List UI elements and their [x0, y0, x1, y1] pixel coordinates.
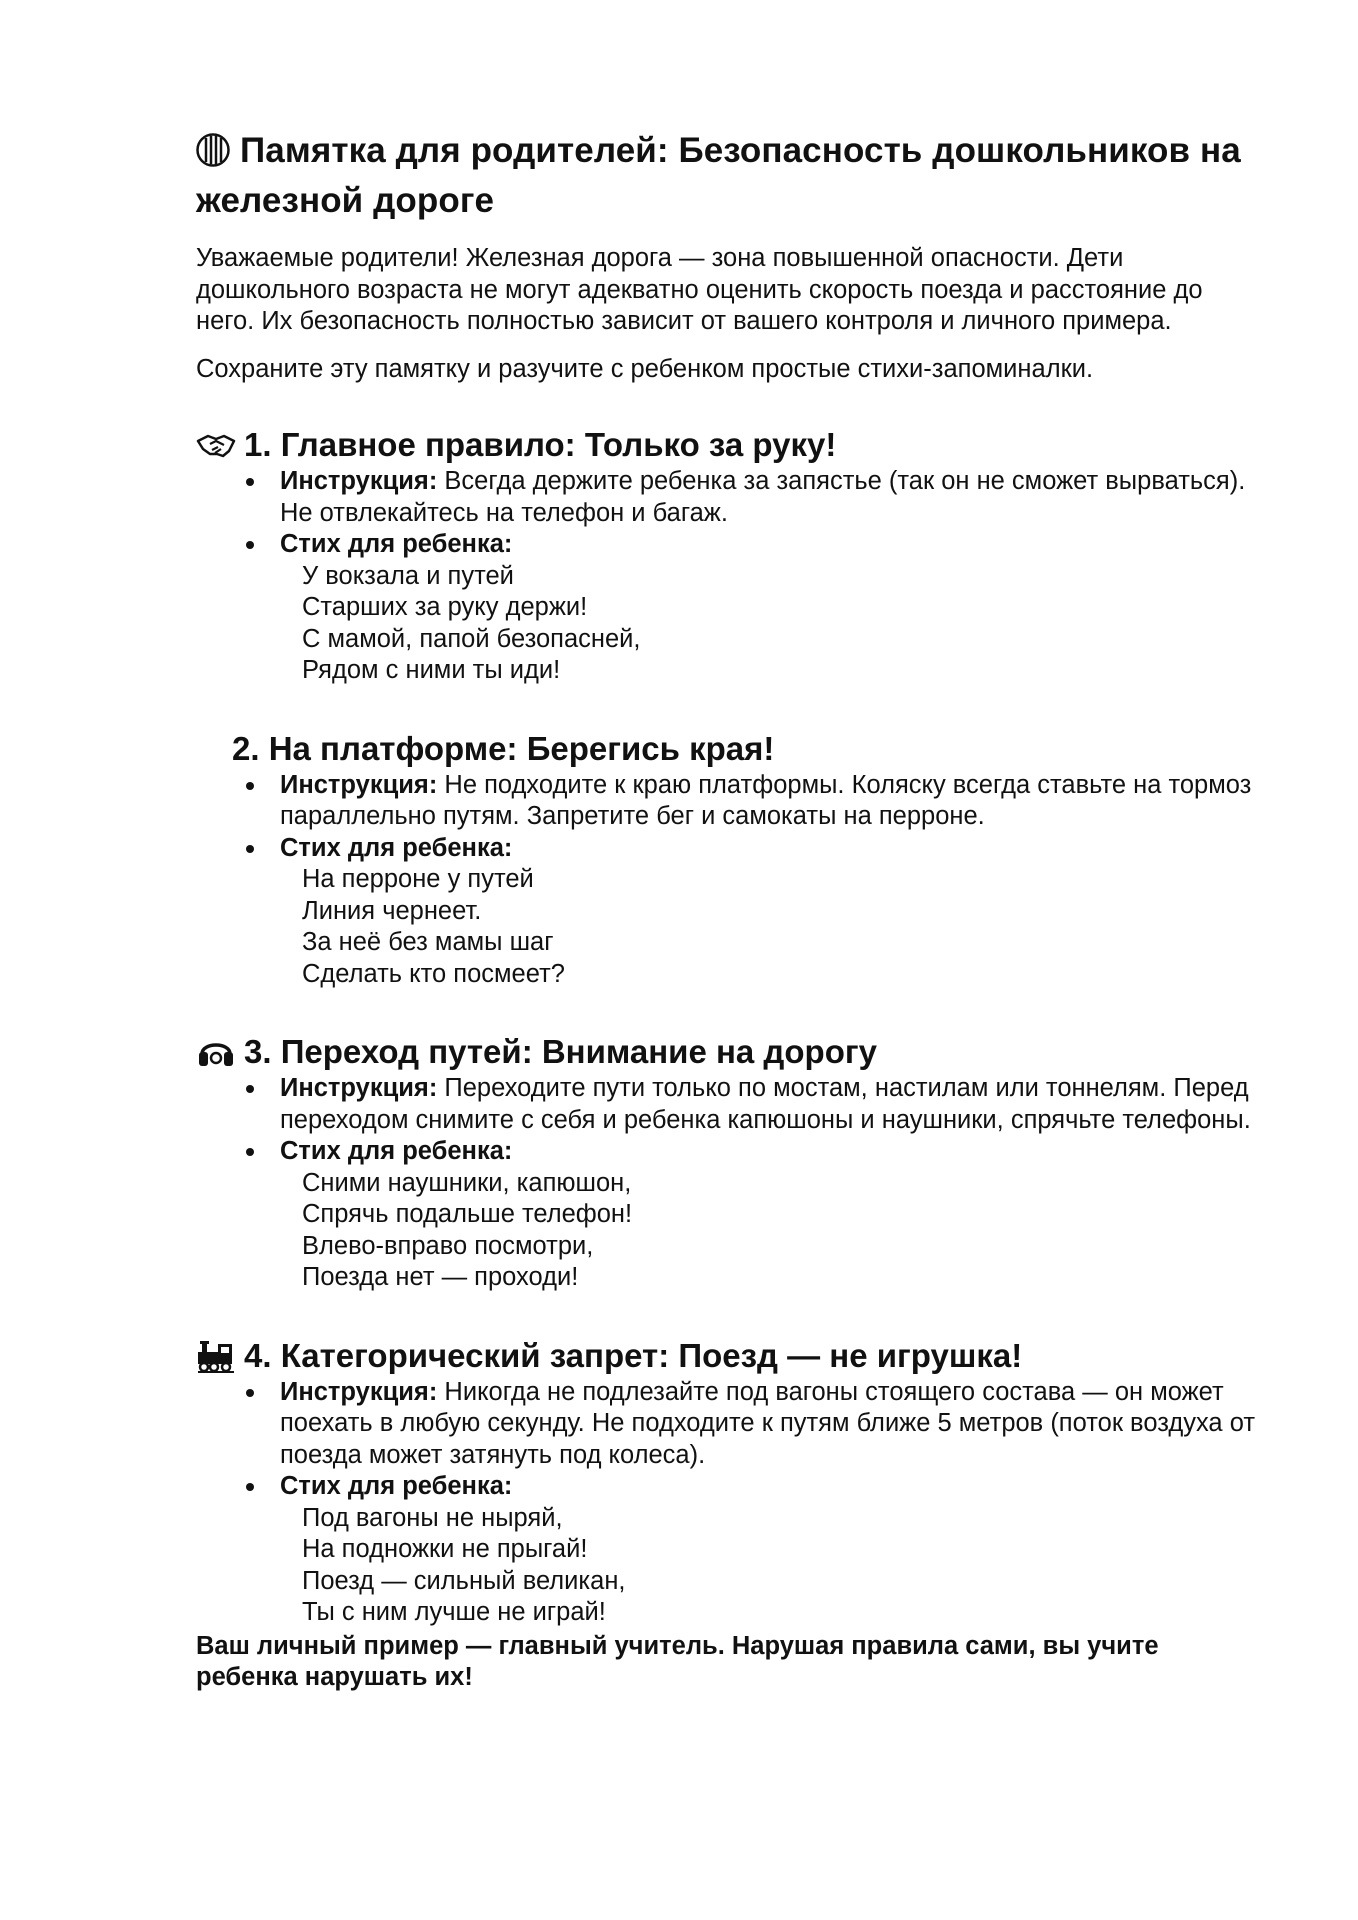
section-4 — [196, 1336, 1266, 1629]
instruction-item — [244, 770, 1266, 833]
section-2-heading — [196, 729, 1266, 769]
bullet — [246, 541, 254, 549]
poem-label: Стих для ребенка: — [280, 1137, 513, 1165]
bullet — [246, 782, 254, 790]
bullet — [246, 1148, 254, 1156]
section-4-heading — [196, 1336, 1266, 1376]
bullet — [246, 478, 254, 486]
poem-item — [244, 529, 1266, 561]
section-1-list — [196, 466, 1266, 561]
locomotive-icon — [196, 1338, 236, 1374]
poem-line: Поезда нет — проходи! — [302, 1263, 579, 1291]
poem-item — [244, 1136, 1266, 1168]
poem-line: Сделать кто посмеет? — [302, 959, 565, 988]
section-1-heading — [196, 425, 1266, 465]
instruction-label: Инструкция: — [280, 1377, 438, 1406]
instruction-text: Переходите пути только по мостам, настилам или тоннелям. Перед переходом снимите с себя и ребенка капюшоны и наушники, спрячьте телефоны. — [280, 1074, 1251, 1134]
section-2 — [196, 729, 1266, 991]
poem-line: Рядом с ними ты иди! — [302, 656, 561, 684]
poem-line: Сними наушники, капюшон, — [302, 1168, 632, 1197]
instruction-label: Инструкция: — [280, 770, 438, 799]
poem-line: С мамой, папой безопасней, — [302, 624, 641, 653]
headphones-icon — [196, 1034, 236, 1070]
bullet — [246, 1483, 254, 1491]
poem-line: Влево-вправо посмотри, — [302, 1231, 594, 1260]
conclusion: Ваш личный пример — главный учитель. Нарушая правила сами, вы учите ребенка нарушать их! — [196, 1631, 1159, 1691]
poem-line: Поезд — сильный великан, — [302, 1566, 626, 1595]
section-3-list — [196, 1073, 1266, 1168]
instruction-item — [244, 1073, 1266, 1136]
instruction-label: Инструкция: — [280, 1074, 438, 1102]
section-3 — [196, 1032, 1266, 1294]
poem-label: Стих для ребенка: — [280, 1472, 513, 1500]
handshake-icon — [196, 427, 236, 463]
instruction-text: Никогда не подлезайте под вагоны стоящего состава — он может поехать в любую секунду. Не подходите к путям ближе 5 метров (поток воздуха от поезда может затянуть под колеса). — [280, 1377, 1256, 1469]
poem-item — [244, 833, 1266, 865]
title-text: Памятка для родителей: Безопасность дошкольников на железной дороге — [196, 131, 1241, 220]
instruction-item — [244, 466, 1266, 529]
stop-sign-icon — [196, 133, 230, 178]
section-heading-text: 1. Главное правило: Только за руку! — [244, 426, 837, 463]
poem-line: Спрячь подальше телефон! — [302, 1200, 633, 1228]
section-1 — [196, 425, 1266, 687]
poem-line: Старших за руку держи! — [302, 593, 588, 621]
section-2-list — [196, 770, 1266, 865]
instruction-text: Всегда держите ребенка за запястье (так он не сможет вырваться). Не отвлекайтесь на телефон и багаж. — [280, 467, 1246, 527]
poem-item — [244, 1471, 1266, 1503]
poem-line: Ты с ним лучше не играй! — [302, 1598, 606, 1626]
poem-line: У вокзала и путей — [302, 561, 514, 590]
intro-note: Сохраните эту памятку и разучите с ребенком простые стихи-запоминалки. — [196, 354, 1094, 383]
section-heading-text: 4. Категорический запрет: Поезд — не игрушка! — [244, 1336, 1023, 1374]
instruction-label: Инструкция: — [280, 467, 438, 495]
poem-line: На подножки не прыгай! — [302, 1535, 588, 1563]
bullet — [246, 1389, 254, 1397]
poem-line: Под вагоны не ныряй, — [302, 1503, 563, 1532]
bullet — [246, 1085, 254, 1093]
page-title — [196, 128, 1266, 223]
document-page — [196, 128, 1266, 1719]
section-4-list — [196, 1377, 1266, 1503]
section-heading-text: 3. Переход путей: Внимание на дорогу — [244, 1033, 877, 1070]
poem-line: На перроне у путей — [302, 865, 534, 893]
section-3-heading — [196, 1032, 1266, 1072]
intro-paragraph: Уважаемые родители! Железная дорога — зона повышенной опасности. Дети дошкольного возраста не могут адекватно оценить скорость поезда и расстояние до него. Их безопасность полностью зависит от вашего контроля и личного примера. — [196, 244, 1203, 335]
instruction-text: Не подходите к краю платформы. Коляску всегда ставьте на тормоз параллельно путям. Запретите бег и самокаты на перроне. — [280, 770, 1252, 830]
poem-label: Стих для ребенка: — [280, 530, 513, 558]
bullet — [246, 845, 254, 853]
poem-label: Стих для ребенка: — [280, 833, 513, 862]
poem-line: За неё без мамы шаг — [302, 928, 554, 956]
instruction-item — [244, 1377, 1266, 1472]
poem-line: Линия чернеет. — [302, 896, 482, 925]
section-heading-text: 2. На платформе: Берегись края! — [232, 729, 775, 767]
